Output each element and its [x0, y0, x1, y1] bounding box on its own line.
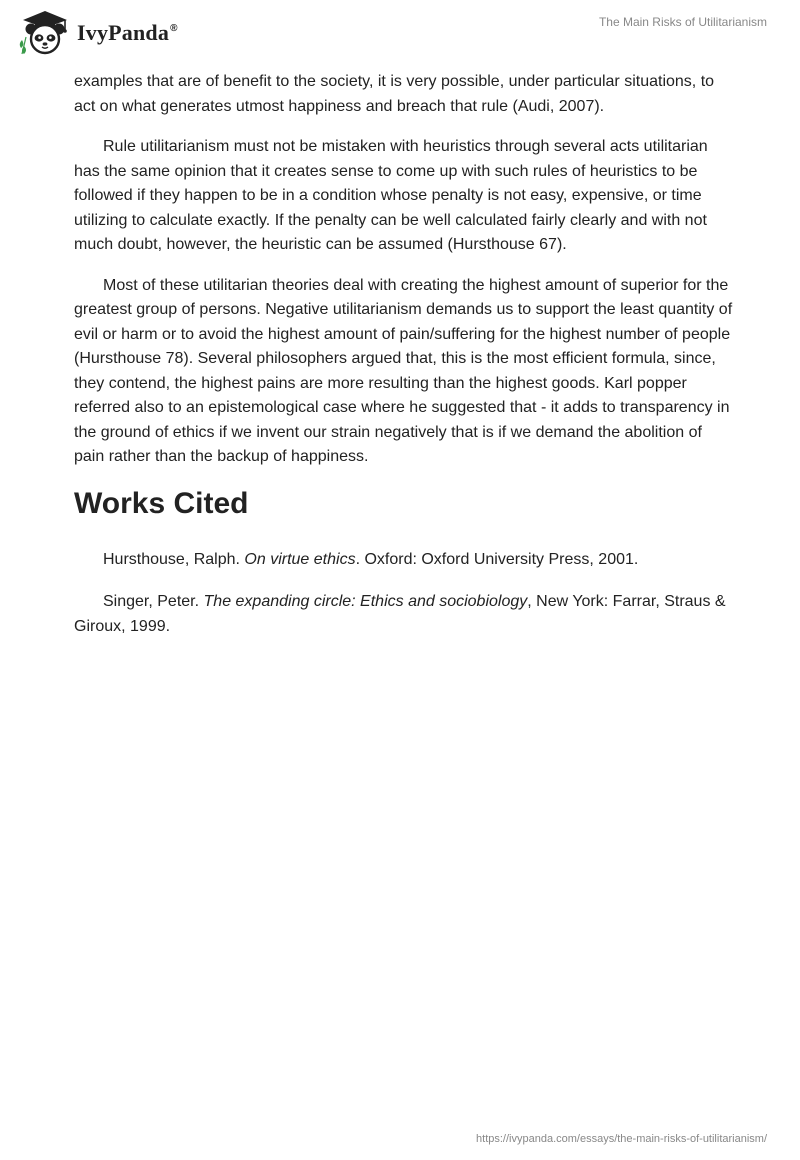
- reference-author: Hursthouse, Ralph.: [103, 550, 245, 568]
- running-title: The Main Risks of Utilitarianism: [598, 15, 767, 29]
- footer-source-url[interactable]: https://ivypanda.com/essays/the-main-risks-of-utilitarianism/: [476, 1133, 767, 1145]
- logo-wordmark: [77, 20, 178, 46]
- reference-title: On virtue ethics: [244, 550, 356, 568]
- reference-hursthouse: [74, 548, 734, 573]
- works-cited-heading: Works Cited: [74, 486, 249, 520]
- registered-mark: ®: [170, 23, 178, 34]
- reference-author: Singer, Peter.: [103, 593, 204, 610]
- paragraph-negative-utilitarianism: Most of these utilitarian theories deal with creating the highest amount of superior for the greatest group of persons. Negative utilitarianism demands us to support the least quantity of evil or harm or to avoid the highest amount of pain/suffering for the highest number of people (Hursthouse 78). Several philosophers argued that, this is the most efficient formula, since, they contend, the highest pains are more resulting than the highest goods. Karl popper referred also to an epistemological case where he suggested that - it adds to transparency in the ground of ethics if we invent our strain negatively that is if we demand the abolition of pain rather than the backup of happiness.: [74, 276, 733, 465]
- reference-singer: [74, 590, 734, 639]
- reference-publication: , New York: Farrar, Straus & Giroux, 1999.: [74, 593, 726, 635]
- reference-title: The expanding circle: Ethics and sociobiology: [203, 593, 528, 610]
- ivypanda-logo[interactable]: [15, 8, 178, 56]
- paragraph-rule-utilitarianism: Rule utilitarianism must not be mistaken with heuristics through several acts utilitarian has the same opinion that it creates sense to come up with such rules of heuristics to be followed if they happen to be in a condition whose penalty is not easy, expensive, or time utilizing to calculate exactly. If the penalty can be well calculated fairly clearly and with not much doubt, however, the heuristic can be assumed (Hursthouse 67).: [74, 138, 708, 253]
- essay-content: [74, 70, 734, 657]
- reference-publication: . Oxford: Oxford University Press, 2001.: [355, 550, 639, 568]
- logo-text: IvyPanda: [77, 20, 170, 45]
- page-header: [0, 0, 800, 70]
- paragraph-continued: examples that are of benefit to the society, it is very possible, under particular situations, to act on what generates utmost happiness and breach that rule (Audi, 2007).: [74, 73, 715, 115]
- panda-graduate-icon: [15, 8, 75, 56]
